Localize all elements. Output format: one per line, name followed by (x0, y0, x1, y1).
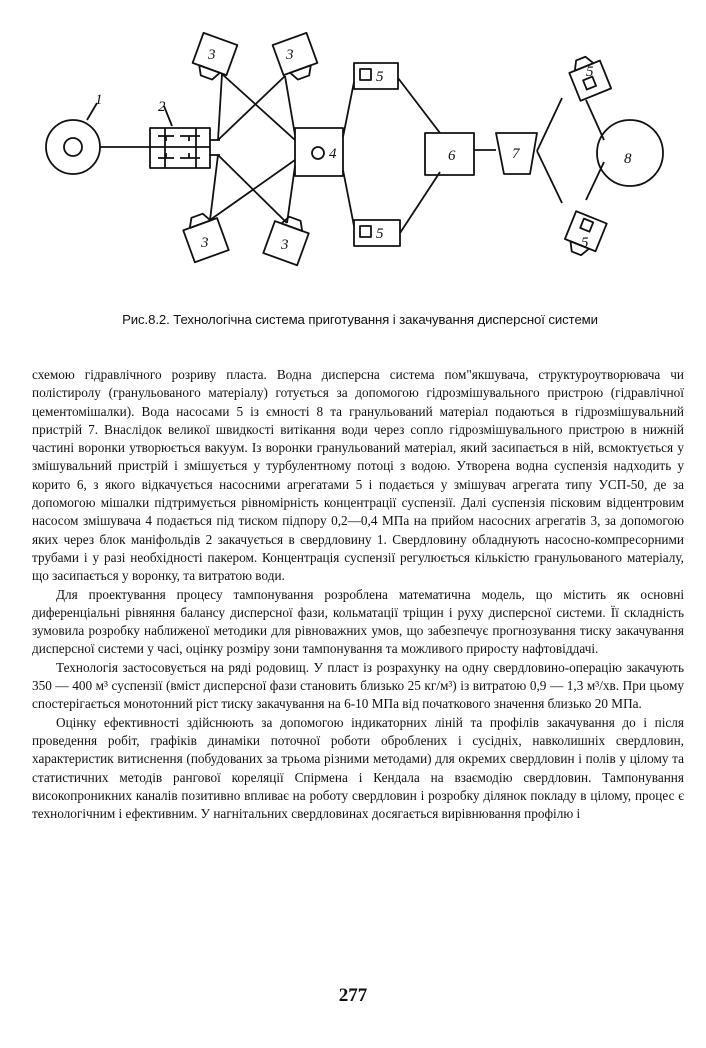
label-pump-tl: 3 (208, 47, 216, 63)
label-pump-bl: 3 (201, 235, 209, 251)
paragraph: Технологія застосовується на ряді родовищ. У пласт із розрахунку на одну свердловино-операцію закачують 350 — 400 м³ суспензії (вміст дисперсної фази становить близько 25 кг/м³) із витратою 0,9 — 1,3 м³/хв. При цьому споcтерігається монотонний ріст тиску закачування на 6-10 МПа від початкового значення близько 20 МПа. (32, 659, 684, 712)
well-symbol (46, 120, 100, 174)
label-pump-br: 3 (281, 237, 289, 253)
label-well: 1 (95, 92, 103, 108)
label-pump-rl: 5 (581, 235, 589, 251)
process-flow-diagram (0, 0, 706, 300)
figure-caption: Рис.8.2. Технологічна система приготування і закачування дисперсної системи (122, 312, 598, 327)
paragraph: Оцінку ефективності здійснюють за допомогою індикаторних ліній та профілів закачування до і після проведення робіт, графіків динаміки поточної роботи оброблених і сусідніх, навколишніх свердловин, характеристик витиснення (побудованих за трьома різними методами) для окремих свердловин і полів у цілому та статистичних методів рангової кореляції Спірмена і Кендала на взаємодію свердловин. Тампонування високопроникних каналів позитивно впливає на роботу свердловин і розробку ділянок покладу в цілому, процес є технологічним і ефективним. У нагнітальних свердловинах досягається вирівнювання профілю і (32, 714, 684, 822)
label-hopper: 7 (512, 146, 520, 162)
label-pump-tr: 3 (286, 47, 294, 63)
label-mixer: 4 (329, 146, 337, 162)
page-number: 277 (338, 985, 368, 1006)
pump-unit-top-right (273, 33, 321, 84)
label-manifold: 2 (158, 99, 166, 115)
manifold-block (150, 128, 220, 168)
paragraph: схемою гідравлічного розриву пласта. Водна дисперсна система пом"якшувача, структуроутворювача чи полістиролу (гранульованого матеріалу) готується за допомогою гідрозмішувального пристрою (гідравлічної цементомішалки). Вода насосами 5 із ємності 8 та гранульований матеріал подаються в гідрозмішувальний пристрій 7. Внаслідок великої швидкості витікання води через сопло гідрозмішувального пристрою в нижній частині воронки утворюється вакуум. Із воронки гранульований матеріал, який засипається в ній, всмоктується у змішувальний пристрій і змішується у турбулентному потоці з водою. Утворена водна суспензія надходить у корито 6, з якого відкачується насосними агрегатами 5 і подається у змішувач агрегата типу УСП-50, де за допомогою мішалки підтримується рівномірність концентрації суспензії. Далі суспензія пісковим відцентровим насосом змішувача 4 подається під тиском підпору 0,2—0,4 МПа на прийом насосних агрегатів 3, за допомогою яких через блок маніфольдів 2 закачується в свердловину 1. Свердловину обладнують насосно-компресорними трубами і у разі необхідності пакером. Концентрація суспензії регулюється кількістю гранульованого матеріалу, що засипається у воронку, та витратою води. (32, 367, 684, 584)
label-vessel: 8 (624, 151, 632, 167)
label-pump-ru: 5 (586, 64, 594, 80)
label-trough: 6 (448, 148, 456, 164)
label-tank-lower: 5 (376, 226, 384, 242)
body-text (32, 366, 684, 823)
label-tank-upper: 5 (376, 69, 384, 85)
paragraph: Для проектування процесу тампонування розроблена математична модель, що містить як основні диференціальні рівняння балансу дисперсної фази, кольматації тріщин і руху дисперсної системи. Її складність зумовила розробку наближеної методики для рівноважних умов, що забезпечує прогнозування тиску закачування дисперсної системи у часі, оцінку розміру зони тампонування та можливого приросту нафтовіддачі. (32, 586, 684, 657)
